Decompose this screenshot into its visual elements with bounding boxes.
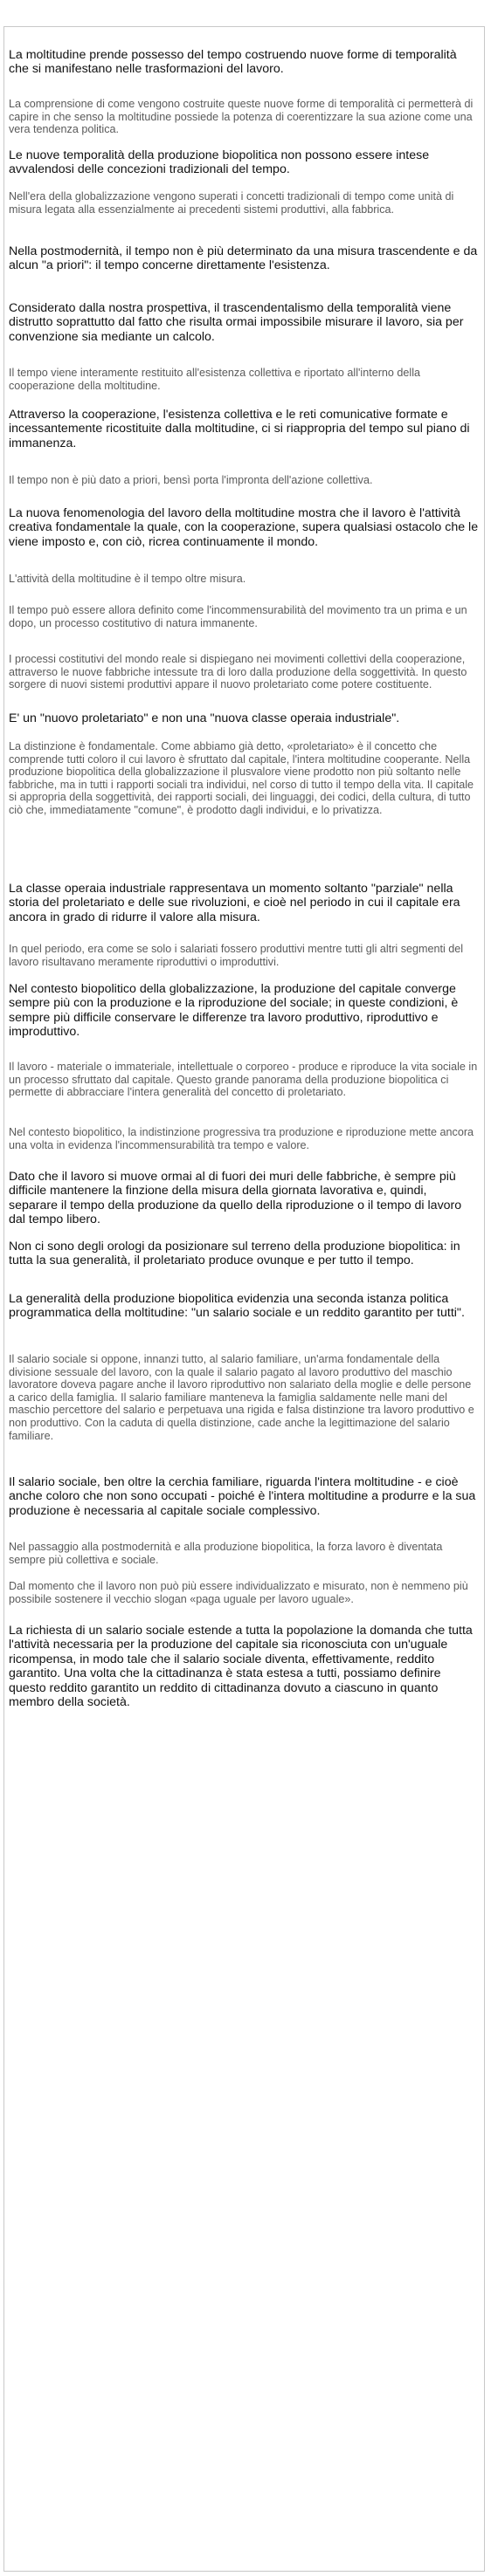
heading-paragraph: La generalità della produzione biopolitica evidenzia una seconda istanza politica programmatica della moltitudine: "un salario sociale e un reddito garantito per tutti". [9, 1292, 465, 1321]
body-paragraph: Nel passaggio alla postmodernità e alla produzione biopolitica, la forza lavoro è diventata sempre più collettiva e sociale. [9, 1541, 443, 1566]
heading-paragraph: E' un "nuovo proletariato" e non una "nuova classe operaia industriale". [9, 711, 400, 725]
heading-paragraph: Non ci sono degli orologi da posizionare sul terreno della produzione biopolitica: in tutta la sua generalità, il proletariato produce ovunque e per tutto il tempo. [9, 1240, 460, 1268]
body-paragraph: Il tempo non è più dato a priori, bensì porta l'impronta dell'azione collettiva. [9, 474, 373, 486]
body-paragraph: L'attività della moltitudine è il tempo oltre misura. [9, 573, 246, 585]
body-paragraph: I processi costitutivi del mondo reale si dispiegano nei movimenti collettivi della cooperazione, attraverso le nuove fabbriche intessute tra di loro dalla produzione della soggettività. In questo sorgere di nuovi sistemi produttivi appare il nuovo proletariato come potere costituente. [9, 653, 467, 691]
heading-paragraph: La classe operaia industriale rappresentava un momento soltanto "parziale" nella storia del proletariato e delle sue rivoluzioni, e cioè nel periodo in cui il capitale era ancora in grado di ridurre il valore alla misura. [9, 882, 460, 924]
body-paragraph: Il tempo viene interamente restituito all'esistenza collettiva e riportato all'interno della cooperazione della moltitudine. [9, 367, 421, 392]
body-paragraph: Il lavoro - materiale o immateriale, intellettuale o corporeo - produce e riproduce la vita sociale in un processo sfruttato dal capitale. Questo grande panorama della produzione biopolitica ci permette di abbracciare l'intera generalità del concetto di proletariato. [9, 1061, 478, 1099]
heading-paragraph: La moltitudine prende possesso del tempo costruendo nuove forme di temporalità che si manifestano nelle trasformazioni del lavoro. [9, 48, 457, 77]
heading-paragraph: La richiesta di un salario sociale estende a tutta la popolazione la domanda che tutta l'attività necessaria per la produzione del capitale sia riconosciuta con un'uguale ricompensa, in modo tale che il salario sociale diventa, effettivamente, reddito garantito. Una volta che la cittadinanza è stata estesa a tutti, possiamo definire questo reddito garantito un reddito di cittadinanza dovuto a ciascuno in quanto membro della società. [9, 1624, 473, 1710]
body-paragraph: La distinzione è fondamentale. Come abbiamo già detto, «proletariato» è il concetto che comprende tutti coloro il cui lavoro è sfruttato dal capitale, l'intera moltitudine cooperante. Nella produzione biopolitica della globalizzazione il plusvalore viene prodotto non più soltanto nelle fabbriche, ma in tutti i rapporti sociali tra individui, nel corso di tutto il tempo della vita. Il capitale si appropria della soggettività, dei rapporti sociali, dei linguaggi, dei codici, della cultura, di tutto ciò che, immediatamente "comune", è prodotto dagli individui, e lo privatizza. [9, 740, 474, 816]
heading-paragraph: Il salario sociale, ben oltre la cerchia familiare, riguarda l'intera moltitudine - e cioè anche coloro che non sono occupati - poiché è l'intera moltitudine a produrre e la sua produzione è necessaria al capitale sociale complessivo. [9, 1475, 476, 1518]
heading-paragraph: Dato che il lavoro si muove ormai al di fuori dei muri delle fabbriche, è sempre più difficile mantenere la finzione della misura della giornata lavorativa e, quindi, separare il tempo della produzione da quello della riproduzione o il tempo di lavoro dal tempo libero. [9, 1170, 462, 1227]
heading-paragraph: Considerato dalla nostra prospettiva, il trascendentalismo della temporalità viene distrutto soprattutto dal fatto che risulta ormai impossibile misurare il lavoro, sia per convenzione sia mediante un calcolo. [9, 301, 464, 344]
body-paragraph: In quel periodo, era come se solo i salariati fossero produttivi mentre tutti gli altri segmenti del lavoro risultavano meramente riproduttivi o improduttivi. [9, 943, 464, 968]
heading-paragraph: La nuova fenomenologia del lavoro della moltitudine mostra che il lavoro è l'attività creativa fondamentale la quale, con la cooperazione, supera qualsiasi ostacolo che le viene imposto e, con ciò, ricrea continuamente il mondo. [9, 506, 479, 549]
body-paragraph: Nel contesto biopolitico, la indistinzione progressiva tra produzione e riproduzione mette ancora una volta in evidenza l'incommensurabilità tra tempo e valore. [9, 1126, 474, 1151]
body-paragraph: Il tempo può essere allora definito come l'incommensurabilità del movimento tra un prima e un dopo, un processo costitutivo di natura immanente. [9, 604, 467, 629]
heading-paragraph: Attraverso la cooperazione, l'esistenza collettiva e le reti comunicative formate e incessantemente ricostituite dalla moltitudine, ci si riappropria del tempo sul piano di immanenza. [9, 408, 470, 450]
heading-paragraph: Nel contesto biopolitico della globalizzazione, la produzione del capitale converge sempre più con la produzione e la riproduzione del sociale; in queste condizioni, è sempre più difficile conservare le differenze tra lavoro produttivo, riproduttivo e improduttivo. [9, 982, 459, 1040]
heading-paragraph: Le nuove temporalità della produzione biopolitica non possono essere intese avvalendosi delle concezioni tradizionali del tempo. [9, 148, 430, 177]
body-paragraph: Il salario sociale si oppone, innanzi tutto, al salario familiare, un'arma fondamentale della divisione sessuale del lavoro, con la quale il salario pagato al lavoro produttivo del maschio lavoratore doveva pagare anche il lavoro riproduttivo non salariato della moglie e delle persone a carico della famiglia. Il salario familiare manteneva la famiglia saldamente nelle mani del maschio percettore del salario e perpetuava una rigida e falsa distinzione tra lavoro produttivo e non produttivo. Con la caduta di quella distinzione, cade anche la legittimazione del salario familiare. [9, 1353, 474, 1442]
body-paragraph: Dal momento che il lavoro non può più essere individualizzato e misurato, non è nemmeno più possibile sostenere il vecchio slogan «paga uguale per lavoro uguale». [9, 1580, 468, 1605]
heading-paragraph: Nella postmodernità, il tempo non è più determinato da una misura trascendente e da alcun "a priori": il tempo concerne direttamente l'esistenza. [9, 244, 478, 273]
body-paragraph: Nell'era della globalizzazione vengono superati i concetti tradizionali di tempo come unità di misura legata alla essenzialmente ai precedenti sistemi produttivi, alla fabbrica. [9, 190, 454, 216]
body-paragraph: La comprensione di come vengono costruite queste nuove forme di temporalità ci permetterà di capire in che senso la moltitudine possiede la potenza di coerentizzare la sua azione come una vera tendenza politica. [9, 98, 474, 136]
